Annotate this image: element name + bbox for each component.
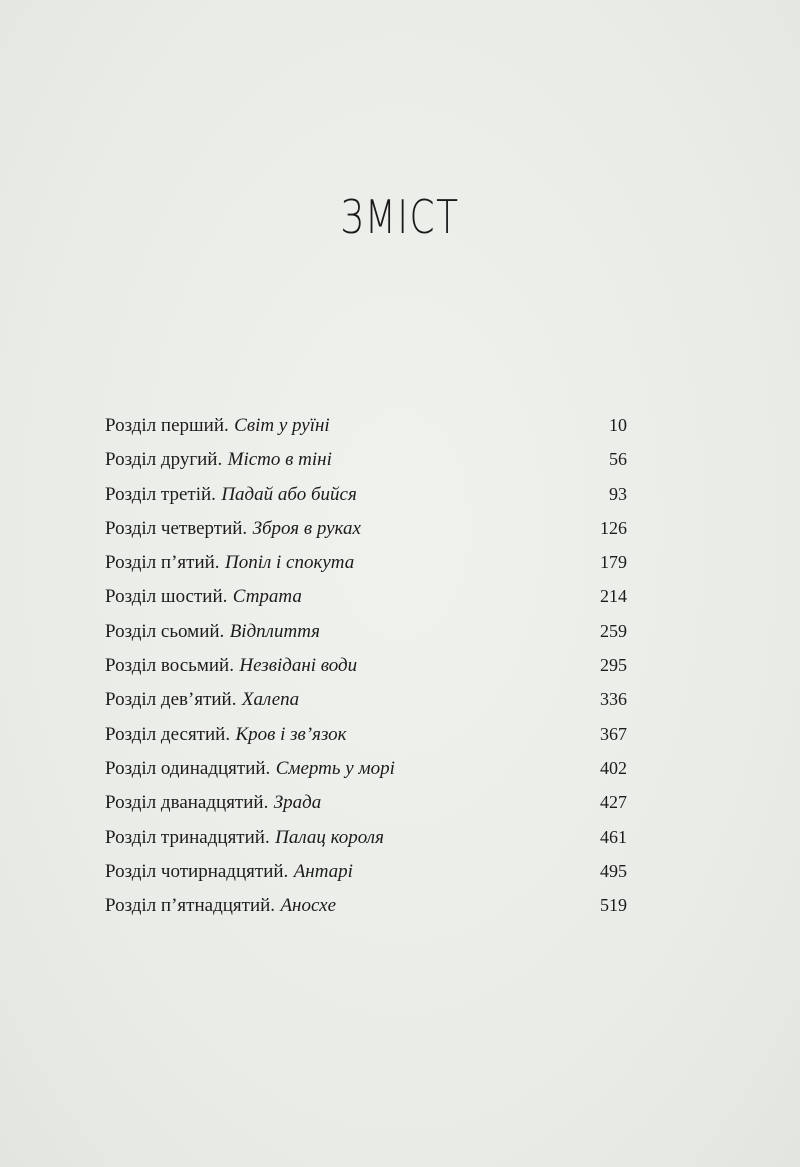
toc-entry-title (105, 683, 299, 717)
toc-entry (105, 888, 627, 922)
toc-entry (105, 614, 627, 648)
toc-entry-title (105, 649, 357, 683)
toc-chapter-subtitle: Падай або бийся (221, 483, 357, 505)
toc-chapter-subtitle: Світ у руїні (234, 415, 330, 436)
toc-chapter-subtitle: Страта (232, 586, 302, 608)
toc-entry (105, 785, 627, 819)
toc-page-number: 402 (600, 757, 627, 778)
table-of-contents (105, 408, 627, 922)
toc-entry-title (105, 409, 330, 443)
toc-chapter-subtitle: Смерть у морі (275, 757, 395, 779)
toc-chapter-label: Розділ перший. (105, 415, 229, 436)
toc-entry (105, 648, 627, 682)
toc-page-number: 214 (600, 586, 627, 607)
toc-entry (105, 579, 627, 613)
toc-chapter-label: Розділ тринадцятий. (105, 826, 270, 848)
toc-page-number: 336 (600, 689, 627, 710)
toc-chapter-subtitle: Відплиття (229, 620, 320, 642)
toc-page-number: 126 (600, 517, 627, 538)
toc-entry (105, 751, 627, 785)
toc-chapter-subtitle: Кров і зв’язок (235, 723, 347, 745)
toc-chapter-label: Розділ третій. (105, 483, 216, 505)
toc-chapter-subtitle: Халепа (241, 689, 300, 711)
toc-entry-title (105, 786, 321, 820)
toc-page-number: 427 (600, 792, 627, 813)
toc-entry (105, 682, 627, 716)
toc-entry (105, 854, 627, 888)
toc-chapter-label: Розділ дванадцятий. (105, 792, 269, 814)
toc-entry-title (105, 443, 332, 477)
toc-chapter-subtitle: Палац короля (275, 826, 384, 848)
toc-chapter-label: Розділ чотирнадцятий. (105, 860, 289, 882)
toc-entry-title (105, 855, 353, 889)
toc-entry-title (105, 718, 347, 752)
toc-chapter-subtitle: Антарі (293, 860, 353, 882)
toc-entry-title (105, 580, 302, 614)
toc-chapter-label: Розділ дев’ятий. (105, 689, 237, 711)
toc-chapter-subtitle: Зброя в руках (252, 517, 361, 539)
toc-page-number: 367 (600, 723, 627, 744)
toc-chapter-label: Розділ п’ятнадцятий. (105, 895, 276, 917)
toc-page-number: 259 (600, 620, 627, 641)
toc-entry (105, 545, 627, 579)
toc-page-number: 179 (600, 552, 627, 573)
toc-entry (105, 408, 627, 442)
toc-chapter-label: Розділ п’ятий. (105, 552, 220, 574)
toc-entry-title (105, 546, 354, 580)
toc-entry (105, 820, 627, 854)
toc-chapter-subtitle: Місто в тіні (227, 449, 332, 471)
page-title: ЗМІСТ (340, 190, 460, 244)
toc-chapter-subtitle: Попіл і спокута (224, 552, 355, 574)
toc-entry-title (105, 821, 384, 855)
toc-page-number: 56 (609, 449, 627, 470)
toc-entry-title (105, 478, 357, 512)
toc-entry (105, 717, 627, 751)
toc-chapter-label: Розділ десятий. (105, 723, 231, 745)
toc-chapter-label: Розділ восьмий. (105, 655, 234, 677)
toc-page-number: 10 (609, 415, 627, 435)
toc-chapter-label: Розділ четвертий. (105, 517, 248, 539)
toc-chapter-subtitle: Незвідані води (239, 655, 358, 677)
toc-chapter-label: Розділ другий. (105, 449, 223, 471)
toc-entry-title (105, 615, 320, 649)
toc-entry-title (105, 512, 361, 546)
toc-chapter-subtitle: Зрада (273, 792, 322, 814)
toc-page-number: 519 (600, 895, 627, 916)
toc-chapter-label: Розділ одинадцятий. (105, 757, 271, 779)
toc-chapter-subtitle: Аносхе (280, 895, 337, 917)
toc-chapter-label: Розділ сьомий. (105, 620, 225, 642)
toc-page-number: 461 (600, 826, 627, 847)
toc-entry-title (105, 752, 395, 786)
toc-entry (105, 511, 627, 545)
toc-page-number: 495 (600, 860, 627, 881)
toc-entry (105, 442, 627, 476)
toc-page-number: 93 (609, 483, 627, 504)
toc-page-number: 295 (600, 655, 627, 676)
toc-entry-title (105, 889, 336, 923)
toc-chapter-label: Розділ шостий. (105, 586, 228, 608)
toc-entry (105, 477, 627, 511)
